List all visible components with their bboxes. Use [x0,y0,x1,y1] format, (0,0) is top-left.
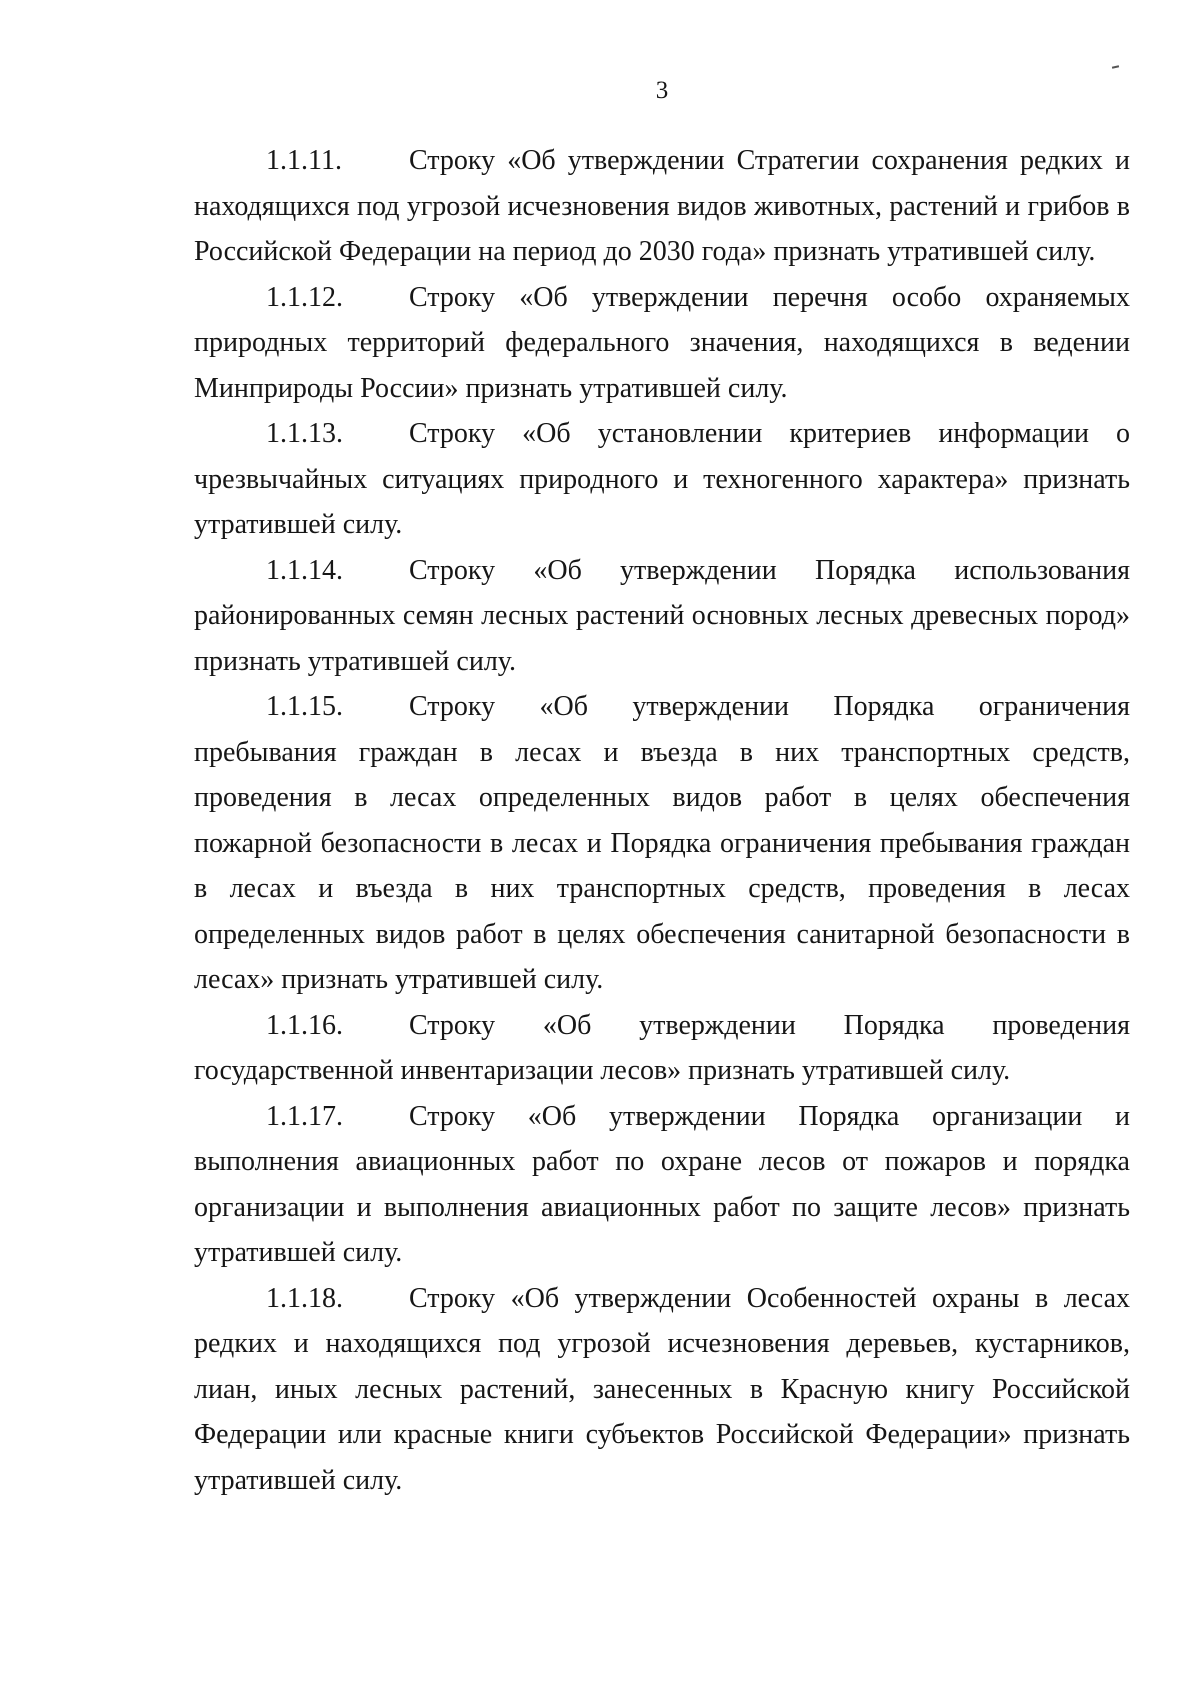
item-text: Строку «Об утверждении Особенностей охраны в лесах редких и находящихся под угрозой исчезновения деревьев, кустарников, лиан, иных лесных растений, занесенных в Красную книгу Российской Федерации или красные книги субъектов Российской Федерации» признать утратившей силу. [194,1282,1130,1496]
item-text: Строку «Об утверждении Порядка ограничения пребывания граждан в лесах и въезда в них транспортных средств, проведения в лесах определенных видов работ в целях обеспечения пожарной безопасности в лесах и Порядка ограничения пребывания граждан в лесах и въезда в них транспортных средств, проведения в лесах определенных видов работ в целях обеспечения санитарной безопасности в лесах» признать утратившей силу. [194,691,1130,995]
document-body [194,138,1130,1503]
item-text: Строку «Об утверждении Порядка проведения государственной инвентаризации лесов» признать утратившей силу. [194,1009,1130,1086]
item-number: 1.1.15. [266,691,343,722]
item-text: Строку «Об утверждении Порядка использования районированных семян лесных растений основных лесных древесных пород» признать утратившей силу. [194,554,1130,677]
page-number: 3 [655,77,669,104]
list-item [194,411,1130,548]
item-text: Строку «Об утверждении Стратегии сохранения редких и находящихся под угрозой исчезновения видов животных, растений и грибов в Российской Федерации на период до 2030 года» признать утратившей силу. [194,145,1130,267]
item-number: 1.1.12. [266,281,343,313]
item-text: Строку «Об утверждении перечня особо охраняемых природных территорий федерального значения, находящихся в ведении Минприроды России» признать утратившей силу. [194,281,1130,404]
item-number: 1.1.13. [266,418,343,449]
list-item [194,1094,1130,1276]
list-item [194,275,1130,412]
item-text: Строку «Об установлении критериев информации о чрезвычайных ситуациях природного и техногенного характера» признать утратившей силу. [194,418,1130,540]
list-item [194,684,1130,1003]
list-item [194,1276,1130,1504]
list-item [194,1003,1130,1094]
item-number: 1.1.11. [266,145,342,176]
item-number: 1.1.17. [266,1100,343,1132]
list-item [194,548,1130,685]
item-text: Строку «Об утверждении Порядка организации и выполнения авиационных работ по охране лесов от пожаров и порядка организации и выполнения авиационных работ по защите лесов» признать утратившей силу. [194,1100,1130,1268]
item-number: 1.1.14. [266,554,343,586]
scan-mark [1112,65,1119,68]
list-item [194,138,1130,275]
item-number: 1.1.16. [266,1009,343,1041]
item-number: 1.1.18. [266,1282,343,1314]
